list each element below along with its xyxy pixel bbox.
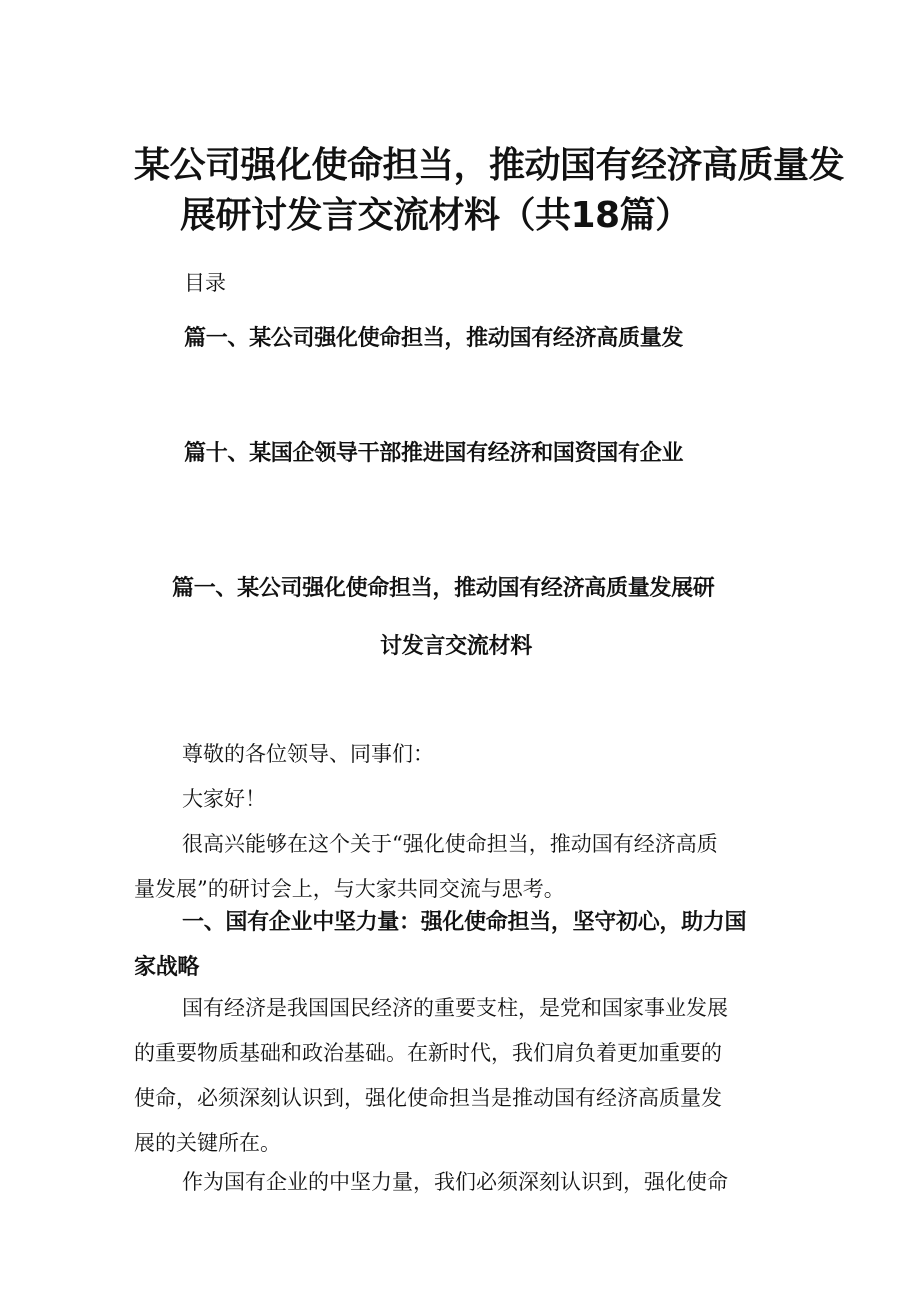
body-1-line-1: 国有经济是我国国民经济的重要支柱，是党和国家事业发展	[182, 996, 728, 1020]
document-title-line-1: 某公司强化使命担当，推动国有经济高质量发	[134, 145, 845, 186]
article-title-line-1: 篇一、某公司强化使命担当，推动国有经济高质量发展研	[172, 576, 715, 601]
body-1-line-3: 使命，必须深刻认识到，强化使命担当是推动国有经济高质量发	[134, 1086, 722, 1110]
section-1-heading-line-2: 家战略	[134, 955, 200, 980]
body-paragraph-2	[134, 1160, 790, 1205]
article-title-line-2: 讨发言交流材料	[380, 634, 532, 659]
body-1-line-2: 的重要物质基础和政治基础。在新时代，我们肩负着更加重要的	[134, 1041, 722, 1065]
document-title-line-2: 展研讨发言交流材料（共18篇）	[180, 195, 691, 236]
toc-label: 目录	[184, 271, 226, 295]
intro-line-1: 很高兴能够在这个关于“强化使命担当，推动国有经济高质	[182, 832, 718, 856]
body-1-line-4: 展的关键所在。	[134, 1131, 281, 1155]
salutation-paragraph	[134, 732, 790, 912]
body-2-line-1: 作为国有企业的中坚力量，我们必须深刻认识到，强化使命	[182, 1170, 728, 1194]
body-paragraph-1	[134, 986, 790, 1166]
section-1-heading	[134, 900, 790, 990]
greeting: 大家好！	[182, 787, 266, 811]
toc-item-10[interactable]: 篇十、某国企领导干部推进国有经济和国资国有企业	[184, 441, 684, 466]
toc-item-1[interactable]: 篇一、某公司强化使命担当，推动国有经济高质量发	[184, 326, 684, 351]
section-1-heading-line-1: 一、国有企业中坚力量：强化使命担当，坚守初心，助力国	[182, 910, 747, 935]
intro-line-2: 量发展”的研讨会上，与大家共同交流与思考。	[134, 877, 565, 901]
salutation: 尊敬的各位领导、同事们：	[182, 742, 434, 766]
